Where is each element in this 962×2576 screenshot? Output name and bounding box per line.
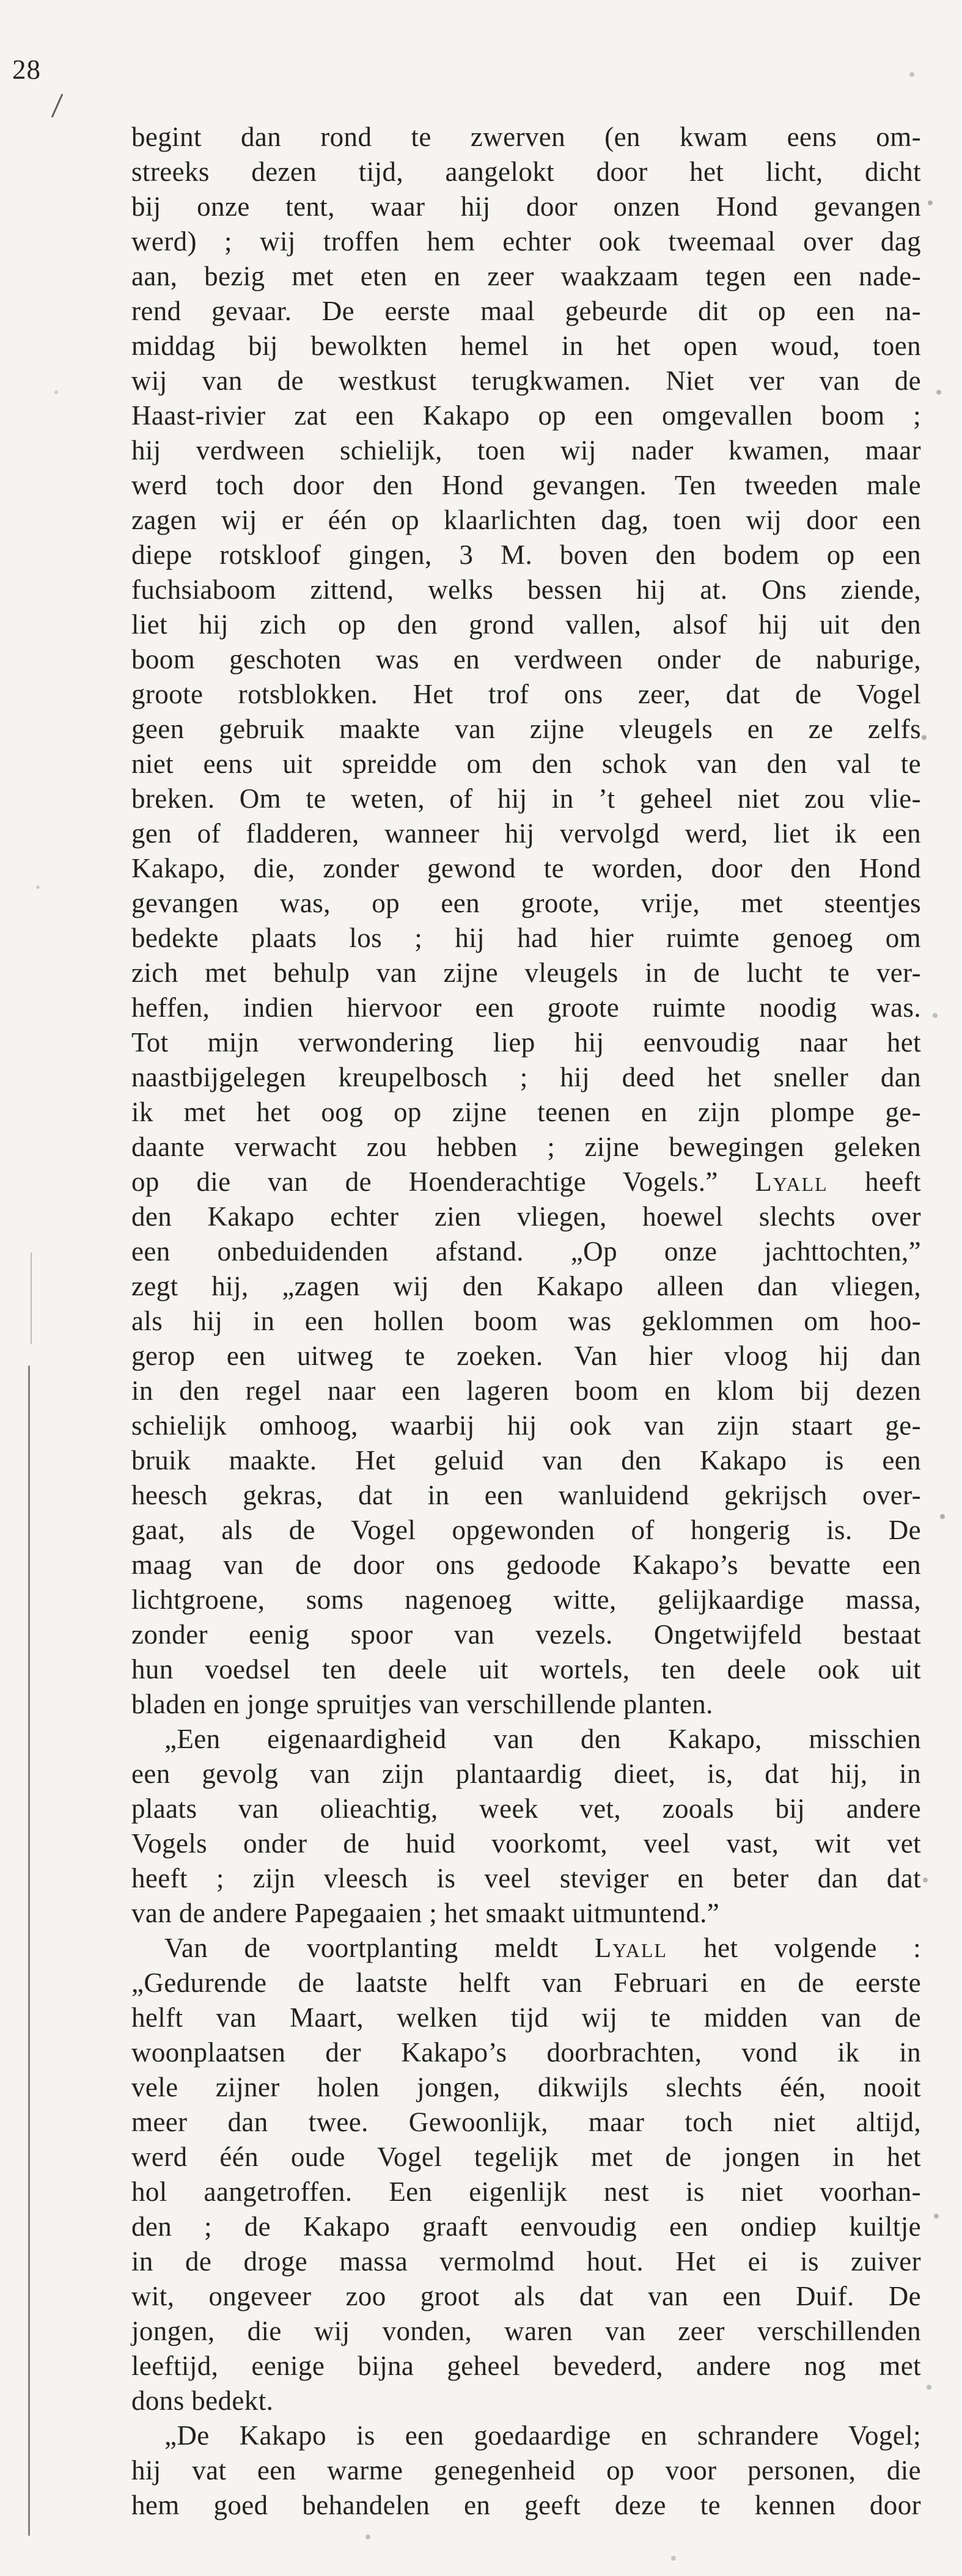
text-line: begint dan rond te zwerven (en kwam eens om- <box>131 122 921 152</box>
text-line: diepe rotskloof gingen, 3 M. boven den bodem op een <box>131 540 921 570</box>
page-number: 28 <box>12 54 41 85</box>
text-line: helft van Maart, welken tijd wij te midden van de <box>131 2002 921 2033</box>
text-line: van de andere Papegaaien ; het smaakt uitmuntend.” <box>131 1898 720 1928</box>
scan-stray-mark <box>51 93 64 118</box>
text-line: gaat, als de Vogel opgewonden of hongerig is. De <box>131 1515 921 1545</box>
text-line: breken. Om te weten, of hij in ’t geheel niet zou vlie- <box>131 783 921 814</box>
paragraph <box>131 2418 921 2523</box>
text-line: Kakapo, die, zonder gewond te worden, door den Hond <box>131 853 921 884</box>
text-line: gerop een uitweg te zoeken. Van hier vloog hij dan <box>131 1341 921 1371</box>
text-line: fuchsiaboom zittend, welks bessen hij at. Ons ziende, <box>131 574 921 605</box>
text-line: den ; de Kakapo graaft eenvoudig een ondiep kuiltje <box>131 2211 921 2242</box>
text-line: geen gebruik maakte van zijne vleugels en ze zelfs <box>131 714 921 744</box>
text-line: werd toch door den Hond gevangen. Ten tweeden male <box>131 470 921 500</box>
text-line: plaats van olieachtig, week vet, zooals bij andere <box>131 1793 921 1824</box>
paragraph <box>131 1931 921 2418</box>
text-line: bedekte plaats los ; hij had hier ruimte genoeg om <box>131 923 921 953</box>
text-line: een gevolg van zijn plantaardig dieet, is, dat hij, in <box>131 1758 921 1789</box>
text-line: ik met het oog op zijne teenen en zijn plompe ge- <box>131 1097 921 1127</box>
text-line: heeft ; zijn vleesch is veel steviger en beter dan dat <box>131 1863 921 1894</box>
text-line: „De Kakapo is een goedaardige en schrandere Vogel; <box>164 2420 921 2451</box>
text-line: vele zijner holen jongen, dikwijls slechts één, nooit <box>131 2072 921 2102</box>
text-line: middag bij bewolkten hemel in het open woud, toen <box>131 331 921 361</box>
text-line: hij vat een warme genegenheid op voor personen, die <box>131 2455 921 2486</box>
text-line: boom geschoten was en verdween onder de naburige, <box>131 644 921 675</box>
text-line: niet eens uit spreidde om den schok van den val te <box>131 748 921 779</box>
text-line: woonplaatsen der Kakapo’s doorbrachten, vond ik in <box>131 2037 921 2068</box>
text-line: zonder eenig spoor van vezels. Ongetwijfeld bestaat <box>131 1619 921 1650</box>
person-name-smallcaps: Lyall <box>755 1166 828 1197</box>
text-line: maag van de door ons gedoode Kakapo’s bevatte een <box>131 1550 921 1580</box>
text-line: streeks dezen tijd, aangelokt door het licht, dicht <box>131 156 921 187</box>
text-line: als hij in een hollen boom was geklommen om hoo- <box>131 1306 921 1336</box>
text-line: Tot mijn verwondering liep hij eenvoudig naar het <box>131 1027 921 1058</box>
text-line: dons bedekt. <box>131 2385 274 2416</box>
scan-edge-line <box>28 1366 30 2536</box>
text-line: heffen, indien hiervoor een groote ruimte noodig was. <box>131 992 921 1023</box>
text-line: daante verwacht zou hebben ; zijne bewegingen geleken <box>131 1132 921 1162</box>
text-line: in de droge massa vermolmd hout. Het ei is zuiver <box>131 2246 921 2277</box>
text-line: werd één oude Vogel tegelijk met de jongen in het <box>131 2142 921 2172</box>
text-line: zagen wij er één op klaarlichten dag, toen wij door een <box>131 505 921 535</box>
text-line: werd) ; wij troffen hem echter ook tweemaal over dag <box>131 226 921 257</box>
text-line: leeftijd, eenige bijna geheel bevederd, andere nog met <box>131 2351 921 2381</box>
text-block <box>131 120 921 2523</box>
text-line: meer dan twee. Gewoonlijk, maar toch niet altijd, <box>131 2107 921 2137</box>
text-line: jongen, die wij vonden, waren van zeer verschillenden <box>131 2316 921 2346</box>
text-line: lichtgroene, soms nagenoeg witte, gelijkaardige massa, <box>131 1584 921 1615</box>
text-line: een onbeduidenden afstand. „Op onze jachttochten,” <box>131 1236 921 1267</box>
text-line: „Een eigenaardigheid van den Kakapo, misschien <box>164 1724 921 1754</box>
text-line: hol aangetroffen. Een eigenlijk nest is niet voorhan- <box>131 2176 921 2207</box>
text-line: Haast-rivier zat een Kakapo op een omgevallen boom ; <box>131 400 921 431</box>
text-line: zich met behulp van zijne vleugels in de lucht te ver- <box>131 957 921 988</box>
text-line: bij onze tent, waar hij door onzen Hond gevangen <box>131 191 921 222</box>
text-line: liet hij zich op den grond vallen, alsof hij uit den <box>131 609 921 640</box>
paragraph <box>131 120 921 1722</box>
text-line: naastbijgelegen kreupelbosch ; hij deed het sneller dan <box>131 1062 921 1092</box>
text-line: groote rotsblokken. Het trof ons zeer, dat de Vogel <box>131 679 921 709</box>
text-line: op die van de Hoenderachtige Vogels.” Lyall heeft <box>131 1166 921 1197</box>
text-line: zegt hij, „zagen wij den Kakapo alleen dan vliegen, <box>131 1271 921 1301</box>
text-line: bruik maakte. Het geluid van den Kakapo is een <box>131 1445 921 1476</box>
text-line: Vogels onder de huid voorkomt, veel vast, wit vet <box>131 1828 921 1859</box>
text-line: bladen en jonge spruitjes van verschillende planten. <box>131 1689 713 1719</box>
text-line: den Kakapo echter zien vliegen, hoewel slechts over <box>131 1201 921 1232</box>
text-line: hij verdween schielijk, toen wij nader kwamen, maar <box>131 435 921 466</box>
text-line: wit, ongeveer zoo groot als dat van een Duif. De <box>131 2281 921 2311</box>
text-line: „Gedurende de laatste helft van Februari en de eerste <box>131 1967 921 1998</box>
text-line: aan, bezig met eten en zeer waakzaam tegen een nade- <box>131 261 921 291</box>
text-line: gen of fladderen, wanneer hij vervolgd werd, liet ik een <box>131 818 921 849</box>
text-line: Van de voortplanting meldt Lyall het volgende : <box>164 1933 921 1963</box>
text-line: hun voedsel ten deele uit wortels, ten deele ook uit <box>131 1654 921 1685</box>
scan-speckles <box>0 0 2 2</box>
text-line: rend gevaar. De eerste maal gebeurde dit op een na- <box>131 296 921 326</box>
text-line: heesch gekras, dat in een wanluidend gekrijsch over- <box>131 1480 921 1510</box>
text-line: hem goed behandelen en geeft deze te kennen door <box>131 2490 921 2520</box>
scan-edge-line-faint <box>31 1253 32 1344</box>
paragraph <box>131 1722 921 1931</box>
text-line: gevangen was, op een groote, vrije, met steentjes <box>131 888 921 918</box>
text-line: wij van de westkust terugkwamen. Niet ver van de <box>131 365 921 396</box>
text-line: in den regel naar een lageren boom en klom bij dezen <box>131 1375 921 1406</box>
text-line: schielijk omhoog, waarbij hij ook van zijn staart ge- <box>131 1410 921 1441</box>
person-name-smallcaps: Lyall <box>594 1933 667 1963</box>
